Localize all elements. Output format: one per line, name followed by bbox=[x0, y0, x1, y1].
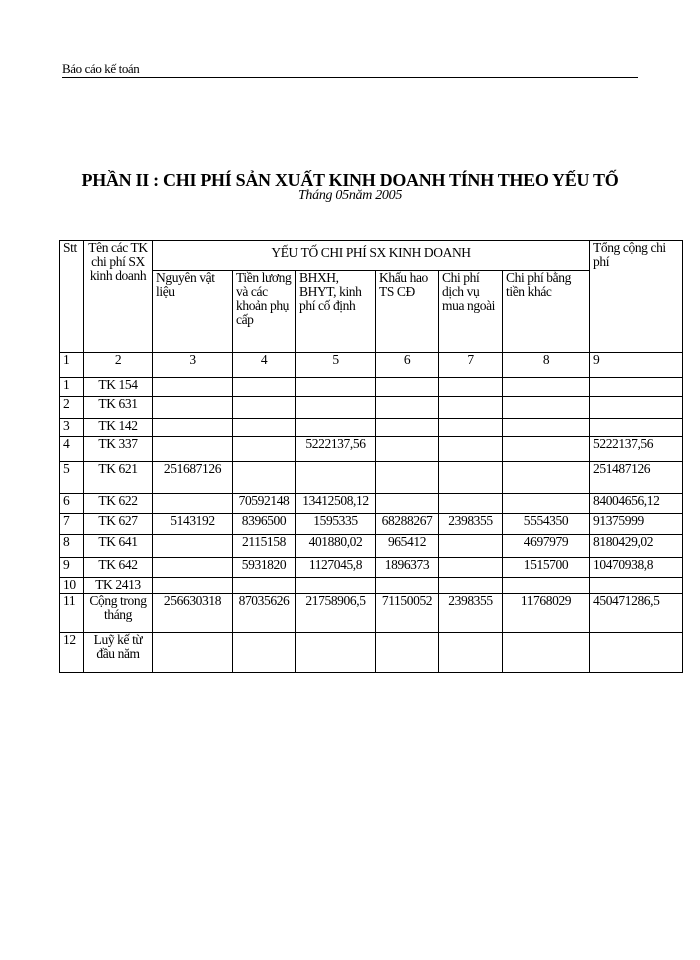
row-value: 5554350 bbox=[503, 514, 590, 535]
row-value: 87035626 bbox=[233, 594, 296, 633]
row-value: 1127045,8 bbox=[296, 558, 376, 578]
row-value bbox=[439, 378, 503, 397]
row-value bbox=[233, 633, 296, 673]
row-value bbox=[233, 437, 296, 462]
row-value bbox=[590, 378, 683, 397]
row-value bbox=[153, 535, 233, 558]
row-value: 251487126 bbox=[590, 462, 683, 494]
row-value: 5222137,56 bbox=[590, 437, 683, 462]
row-value bbox=[503, 578, 590, 594]
row-value bbox=[590, 633, 683, 673]
row-value: 251687126 bbox=[153, 462, 233, 494]
header-row-group bbox=[60, 241, 683, 271]
table-body bbox=[60, 378, 683, 673]
col-number: 1 bbox=[60, 353, 84, 378]
row-value: 70592148 bbox=[233, 494, 296, 514]
row-value: 5931820 bbox=[233, 558, 296, 578]
row-stt: 2 bbox=[60, 397, 84, 419]
row-value: 965412 bbox=[376, 535, 439, 558]
row-stt: 4 bbox=[60, 437, 84, 462]
table-row bbox=[60, 514, 683, 535]
row-stt: 5 bbox=[60, 462, 84, 494]
col-number: 4 bbox=[233, 353, 296, 378]
row-value bbox=[296, 578, 376, 594]
row-value bbox=[503, 419, 590, 437]
row-value bbox=[376, 462, 439, 494]
row-value: 13412508,12 bbox=[296, 494, 376, 514]
row-value bbox=[590, 419, 683, 437]
table-row bbox=[60, 535, 683, 558]
table-row bbox=[60, 462, 683, 494]
row-value bbox=[153, 437, 233, 462]
row-stt: 1 bbox=[60, 378, 84, 397]
row-value: 10470938,8 bbox=[590, 558, 683, 578]
row-value: 91375999 bbox=[590, 514, 683, 535]
row-value bbox=[153, 397, 233, 419]
row-value bbox=[153, 633, 233, 673]
row-stt: 9 bbox=[60, 558, 84, 578]
table-row bbox=[60, 633, 683, 673]
header-services: Chi phí dịch vụ mua ngoài bbox=[439, 271, 503, 353]
header-depreciation: Khấu hao TS CĐ bbox=[376, 271, 439, 353]
col-number: 9 bbox=[590, 353, 683, 378]
row-value: 84004656,12 bbox=[590, 494, 683, 514]
row-value bbox=[153, 494, 233, 514]
row-value: 21758906,5 bbox=[296, 594, 376, 633]
col-number: 6 bbox=[376, 353, 439, 378]
row-account: Luỹ kế từ đầu năm bbox=[84, 633, 153, 673]
header-total: Tổng cộng chi phí bbox=[590, 241, 683, 353]
row-value bbox=[153, 558, 233, 578]
row-account: TK 642 bbox=[84, 558, 153, 578]
row-value bbox=[233, 578, 296, 594]
header-materials: Nguyên vật liệu bbox=[153, 271, 233, 353]
row-value bbox=[503, 378, 590, 397]
row-account: Cộng trong tháng bbox=[84, 594, 153, 633]
table-row bbox=[60, 419, 683, 437]
row-account: TK 154 bbox=[84, 378, 153, 397]
row-value bbox=[439, 419, 503, 437]
row-value bbox=[233, 378, 296, 397]
row-stt: 10 bbox=[60, 578, 84, 594]
row-value bbox=[296, 633, 376, 673]
table-row bbox=[60, 437, 683, 462]
row-value bbox=[503, 494, 590, 514]
row-account: TK 142 bbox=[84, 419, 153, 437]
table-row bbox=[60, 397, 683, 419]
row-value: 71150052 bbox=[376, 594, 439, 633]
row-value: 401880,02 bbox=[296, 535, 376, 558]
row-account: TK 641 bbox=[84, 535, 153, 558]
row-value bbox=[376, 437, 439, 462]
cost-table bbox=[59, 240, 683, 673]
row-value: 1896373 bbox=[376, 558, 439, 578]
table-row bbox=[60, 494, 683, 514]
row-value bbox=[376, 494, 439, 514]
row-value bbox=[590, 397, 683, 419]
header-wages: Tiền lương và các khoản phụ cấp bbox=[233, 271, 296, 353]
row-value bbox=[376, 633, 439, 673]
page-title: PHẦN II : CHI PHÍ SẢN XUẤT KINH DOANH TÍNH THEO YẾU TỐ bbox=[81, 170, 619, 190]
row-value bbox=[439, 462, 503, 494]
row-value bbox=[296, 397, 376, 419]
row-account: TK 337 bbox=[84, 437, 153, 462]
col-number: 5 bbox=[296, 353, 376, 378]
table-row bbox=[60, 578, 683, 594]
header-insurance: BHXH, BHYT, kinh phí cố định bbox=[296, 271, 376, 353]
row-value: 4697979 bbox=[503, 535, 590, 558]
row-value bbox=[296, 462, 376, 494]
row-stt: 3 bbox=[60, 419, 84, 437]
header-stt: Stt bbox=[60, 241, 84, 353]
row-value bbox=[376, 578, 439, 594]
row-stt: 8 bbox=[60, 535, 84, 558]
col-number: 7 bbox=[439, 353, 503, 378]
column-number-row bbox=[60, 353, 683, 378]
row-value: 1595335 bbox=[296, 514, 376, 535]
report-header: Báo cáo kế toán bbox=[62, 62, 638, 78]
table-row bbox=[60, 558, 683, 578]
row-value bbox=[503, 633, 590, 673]
row-value bbox=[439, 397, 503, 419]
header-other-cash: Chi phí bằng tiền khác bbox=[503, 271, 590, 353]
row-value bbox=[153, 419, 233, 437]
row-value bbox=[439, 437, 503, 462]
row-value: 256630318 bbox=[153, 594, 233, 633]
row-account: TK 2413 bbox=[84, 578, 153, 594]
row-value bbox=[233, 462, 296, 494]
row-account: TK 631 bbox=[84, 397, 153, 419]
row-value: 8180429,02 bbox=[590, 535, 683, 558]
row-value: 68288267 bbox=[376, 514, 439, 535]
row-value: 2398355 bbox=[439, 514, 503, 535]
col-number: 2 bbox=[84, 353, 153, 378]
header-cost-factors: YẾU TỐ CHI PHÍ SX KINH DOANH bbox=[153, 241, 590, 271]
row-value: 11768029 bbox=[503, 594, 590, 633]
row-value bbox=[503, 462, 590, 494]
row-value bbox=[233, 397, 296, 419]
col-number: 3 bbox=[153, 353, 233, 378]
row-value bbox=[233, 419, 296, 437]
row-value: 5222137,56 bbox=[296, 437, 376, 462]
row-value bbox=[439, 578, 503, 594]
row-value bbox=[296, 419, 376, 437]
table-row bbox=[60, 378, 683, 397]
row-value bbox=[439, 535, 503, 558]
row-value: 1515700 bbox=[503, 558, 590, 578]
row-account: TK 622 bbox=[84, 494, 153, 514]
table-row bbox=[60, 594, 683, 633]
row-value bbox=[376, 397, 439, 419]
page-subtitle: Tháng 05năm 2005 bbox=[297, 188, 403, 203]
row-value: 450471286,5 bbox=[590, 594, 683, 633]
row-value bbox=[439, 494, 503, 514]
row-value: 2115158 bbox=[233, 535, 296, 558]
row-value bbox=[503, 397, 590, 419]
row-value bbox=[376, 419, 439, 437]
row-value bbox=[376, 378, 439, 397]
row-stt: 12 bbox=[60, 633, 84, 673]
header-account: Tên các TK chi phí SX kinh doanh bbox=[84, 241, 153, 353]
row-value bbox=[153, 578, 233, 594]
header-row-sub bbox=[60, 271, 683, 353]
row-value: 5143192 bbox=[153, 514, 233, 535]
row-value bbox=[153, 378, 233, 397]
col-number: 8 bbox=[503, 353, 590, 378]
row-value bbox=[439, 633, 503, 673]
row-value: 8396500 bbox=[233, 514, 296, 535]
row-value bbox=[503, 437, 590, 462]
row-account: TK 621 bbox=[84, 462, 153, 494]
row-value bbox=[296, 378, 376, 397]
row-value bbox=[590, 578, 683, 594]
row-account: TK 627 bbox=[84, 514, 153, 535]
row-value bbox=[439, 558, 503, 578]
row-stt: 7 bbox=[60, 514, 84, 535]
row-value: 2398355 bbox=[439, 594, 503, 633]
row-stt: 11 bbox=[60, 594, 84, 633]
row-stt: 6 bbox=[60, 494, 84, 514]
